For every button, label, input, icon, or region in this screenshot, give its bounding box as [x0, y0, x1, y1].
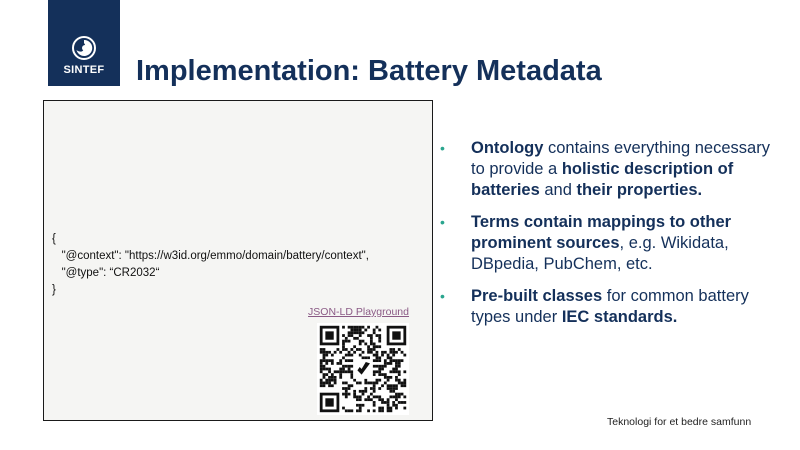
bullet-text: , e.g. Wikidata, DBpedia, PubChem, etc. [471, 234, 729, 273]
sintef-logo [48, 0, 120, 86]
bullet-text: and [539, 181, 577, 199]
bullet-emphasis: holistic description of batteries [471, 160, 734, 199]
code-line: "@type": “CR2032“ [52, 267, 160, 279]
code-panel [43, 100, 433, 421]
bullet-dot-icon: • [440, 140, 445, 156]
qr-code-icon[interactable] [317, 323, 409, 415]
code-line: "@context": "https://w3id.org/emmo/domain/battery/context", [52, 250, 369, 262]
bullet-emphasis: their properties. [576, 181, 703, 199]
bullet-dot-icon: • [440, 214, 445, 230]
bullet-text: contains everything necessary to provide a [471, 139, 770, 178]
bullet-emphasis: Ontology [471, 139, 544, 157]
bullet-emphasis: Pre-built classes [471, 287, 603, 305]
bullet-text: for common battery types under [471, 287, 749, 326]
logo-text: SINTEF [63, 64, 105, 76]
code-line: { [52, 233, 56, 245]
bullet-item [440, 138, 775, 201]
bullet-emphasis: Terms contain mappings to other prominent sources [471, 213, 732, 252]
page-title: Implementation: Battery Metadata [136, 55, 602, 87]
bullet-dot-icon: • [440, 288, 445, 304]
bullet-emphasis: IEC standards. [561, 308, 678, 326]
sintef-logo-icon [72, 36, 96, 60]
bullet-item [440, 212, 775, 275]
bullet-item [440, 286, 775, 328]
json-ld-code [52, 231, 369, 299]
code-line: } [52, 284, 56, 296]
json-ld-playground-link[interactable]: JSON-LD Playground [308, 306, 409, 318]
bullet-list [440, 138, 775, 339]
footer-tagline: Teknologi for et bedre samfunn [607, 416, 752, 428]
